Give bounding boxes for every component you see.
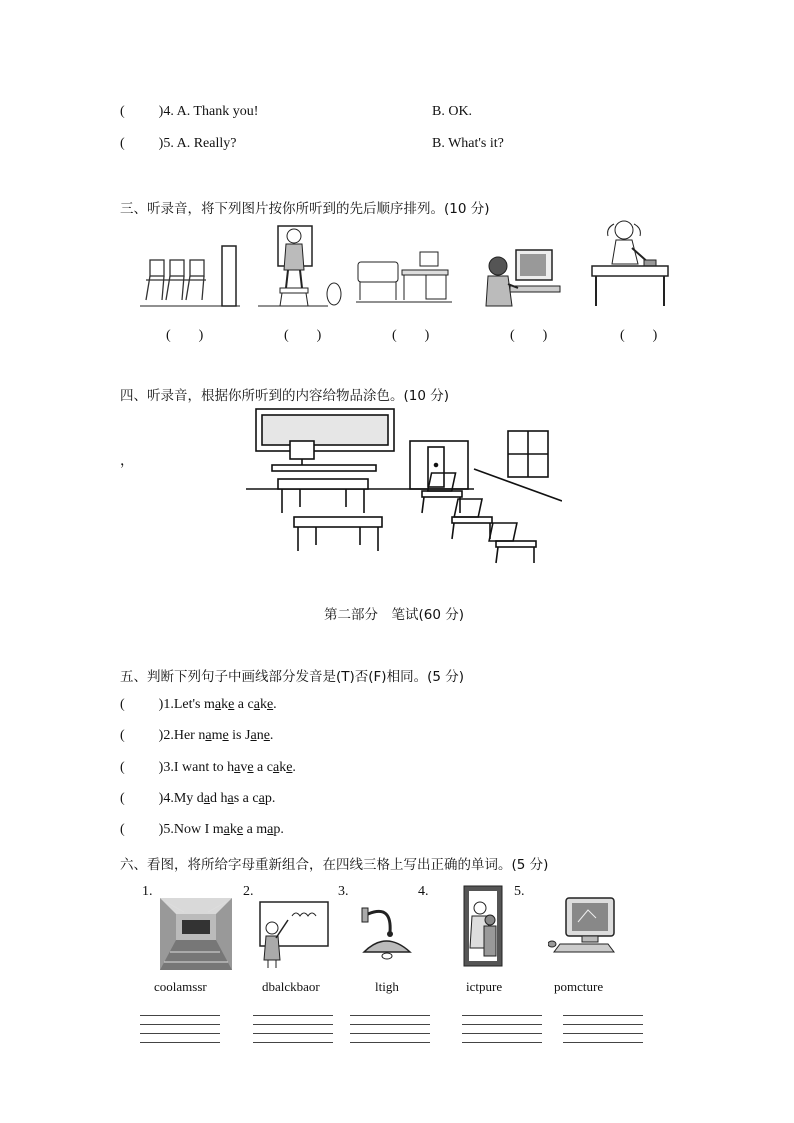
sentence — [174, 728, 274, 743]
underlined-letter: e — [286, 760, 293, 775]
option-a: A. Thank you! — [176, 104, 259, 119]
picture-frame-icon — [462, 884, 506, 970]
sentence-text: Now I m — [173, 822, 224, 837]
item-row: ( )4. A. Thank you! — [120, 104, 259, 119]
underlined-letter: a — [267, 822, 274, 837]
underlined-letter: a — [258, 791, 265, 806]
sentence-text: p. — [273, 822, 284, 837]
underlined-letter: a — [203, 791, 211, 806]
underlined-letter: a — [227, 791, 234, 806]
underlined-letter: a — [234, 760, 241, 775]
section-title: 三、听录音，将下列图片按你所听到的先后顺序排列。(10 分) — [120, 201, 490, 217]
sentence-text: m — [211, 728, 223, 743]
chairs-row-icon — [140, 240, 240, 310]
bedroom-desk-computer-icon — [356, 248, 452, 304]
judgement-row: ( )4.My dad has a cap. — [120, 791, 276, 806]
item-number: 4. — [418, 884, 429, 899]
sentence-text: k — [259, 697, 267, 712]
four-line-writing-grid[interactable] — [253, 1015, 333, 1045]
ceiling-light-icon — [354, 902, 418, 968]
classroom-photo-icon — [160, 898, 232, 970]
scrambled-letters: dbalckbaor — [262, 979, 320, 994]
option-b: B. OK. — [432, 104, 473, 119]
classroom-scene-icon — [246, 405, 562, 571]
underlined-letter: a — [250, 728, 257, 743]
four-line-writing-grid[interactable] — [140, 1015, 220, 1045]
option-b: B. What's it? — [432, 136, 504, 151]
four-line-writing-grid[interactable] — [350, 1015, 430, 1045]
sentence-text: a c — [234, 697, 254, 712]
sentence — [174, 822, 284, 837]
sentence-text: . — [292, 760, 296, 775]
underlined-letter: a — [253, 697, 260, 712]
judgement-row: ( )3.I want to have a cake. — [120, 760, 296, 775]
answer-blank[interactable]: ( ) — [284, 328, 322, 343]
underlined-letter: a — [272, 760, 280, 775]
sentence-text: is J — [228, 728, 251, 743]
scrambled-letters: ictpure — [466, 979, 503, 994]
section-title: 五、判断下列句子中画线部分发音是(T)否(F)相同。(5 分) — [120, 669, 464, 685]
sentence-text: p. — [264, 791, 276, 806]
scrambled-letters: pomcture — [554, 979, 604, 994]
four-line-writing-grid[interactable] — [462, 1015, 542, 1045]
sentence — [174, 760, 296, 775]
sentence-text: k — [229, 822, 237, 837]
sentence-text: My d — [173, 791, 204, 806]
girl-on-stool-cleaning-icon — [258, 222, 348, 312]
sentence-text: a m — [243, 822, 268, 837]
sentence — [174, 791, 276, 806]
girl-cleaning-table-icon — [588, 218, 672, 310]
four-line-writing-grid[interactable] — [563, 1015, 643, 1045]
sentence-text: I want to h — [173, 760, 235, 775]
judgement-row: ( )1.Let's make a cake. — [120, 697, 277, 712]
section-title: 四、听录音，根据你所听到的内容给物品涂色。(10 分) — [120, 388, 450, 404]
answer-blank[interactable]: ( ) — [392, 328, 430, 343]
stray-mark: ， — [120, 454, 134, 469]
judgement-row: ( )2.Her name is Jane. — [120, 728, 274, 743]
underlined-letter: e — [228, 697, 235, 712]
underlined-letter: a — [214, 697, 222, 712]
sentence-text: k — [279, 760, 287, 775]
item-number: 1. — [142, 884, 153, 899]
scrambled-letters: coolamssr — [154, 979, 207, 994]
sentence-text: d h — [210, 791, 228, 806]
underlined-letter: e — [263, 728, 270, 743]
section-title: 六、看图，将所给字母重新组合，在四线三格上写出正确的单词。(5 分) — [120, 857, 549, 873]
underlined-letter: a — [205, 728, 212, 743]
option-a: A. Really? — [176, 136, 237, 151]
answer-blank[interactable]: ( ) — [620, 328, 658, 343]
computer-icon — [548, 894, 624, 958]
sentence-text: a c — [253, 760, 273, 775]
underlined-letter: e — [247, 760, 254, 775]
sentence-text: Her n — [173, 728, 206, 743]
sentence-text: n — [256, 728, 264, 743]
sentence-text: . — [273, 697, 277, 712]
boy-at-computer-icon — [484, 246, 564, 310]
item-number: 2. — [243, 884, 254, 899]
answer-blank[interactable]: ( ) — [166, 328, 204, 343]
scrambled-letters: ltigh — [375, 979, 399, 994]
judgement-row: ( )5.Now I make a map. — [120, 822, 284, 837]
sentence-text: Let's m — [173, 697, 215, 712]
item-number: 5. — [514, 884, 525, 899]
sentence-text: v — [240, 760, 248, 775]
underlined-letter: e — [236, 822, 244, 837]
item-number: 3. — [338, 884, 349, 899]
part-title: 第二部分 笔试(60 分) — [324, 607, 465, 623]
underlined-letter: a — [223, 822, 230, 837]
sentence-text: . — [269, 728, 274, 743]
girl-at-blackboard-icon — [256, 898, 330, 970]
sentence-text: k — [221, 697, 229, 712]
answer-blank[interactable]: ( ) — [510, 328, 548, 343]
sentence-text: s a c — [233, 791, 259, 806]
sentence — [174, 697, 277, 712]
underlined-letter: e — [222, 728, 229, 743]
item-row: ( )5. A. Really? — [120, 136, 237, 151]
underlined-letter: e — [266, 697, 274, 712]
